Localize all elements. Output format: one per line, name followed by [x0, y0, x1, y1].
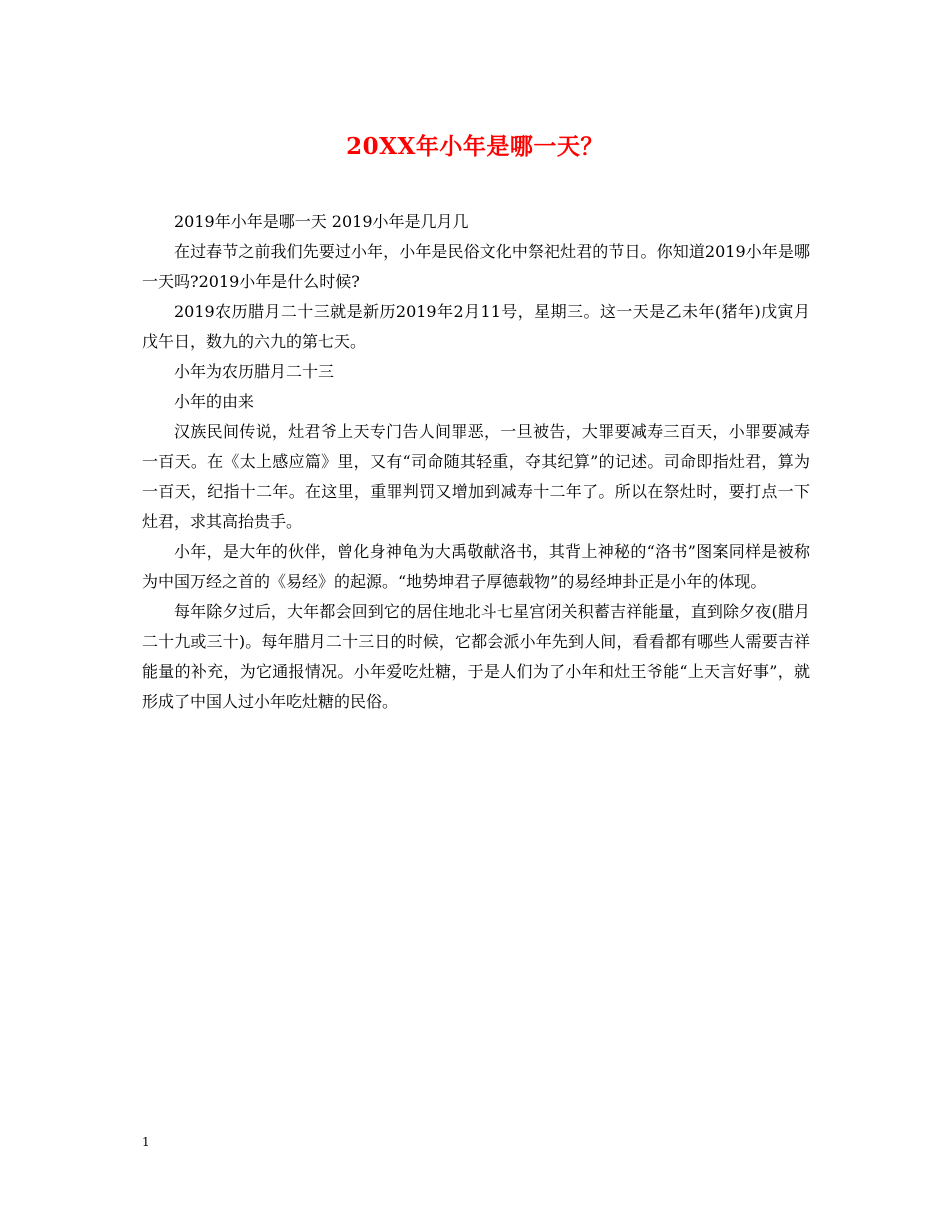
document-body: [142, 207, 810, 717]
paragraph: 2019农历腊月二十三就是新历2019年2月11号，星期三。这一天是乙未年(猪年)戊寅月戊午日，数九的六九的第七天。: [142, 302, 810, 351]
document-title: 20XX年小年是哪一天？: [346, 133, 604, 160]
paragraph: 2019年小年是哪一天 2019小年是几月几: [174, 212, 469, 231]
paragraph: 每年除夕过后，大年都会回到它的居住地北斗七星宫闭关积蓄吉祥能量，直到除夕夜(腊月二十九或三十)。每年腊月二十三日的时候，它都会派小年先到人间，看看都有哪些人需要吉祥能量的补充，为它通报情况。小年爱吃灶糖，于是人们为了小年和灶王爷能“上天言好事”，就形成了中国人过小年吃灶糖的民俗。: [142, 602, 810, 711]
paragraph: 在过春节之前我们先要过小年，小年是民俗文化中祭祀灶君的节日。你知道2019小年是哪一天吗?2019小年是什么时候?: [142, 242, 810, 291]
paragraph: 汉族民间传说，灶君爷上天专门告人间罪恶，一旦被告，大罪要减寿三百天，小罪要减寿一百天。在《太上感应篇》里，又有“司命随其轻重，夺其纪算”的记述。司命即指灶君，算为一百天，纪指十二年。在这里，重罪判罚又增加到减寿十二年了。所以在祭灶时，要打点一下灶君，求其高抬贵手。: [142, 422, 810, 531]
paragraph: 小年，是大年的伙伴，曾化身神龟为大禹敬献洛书，其背上神秘的“洛书”图案同样是被称为中国万经之首的《易经》的起源。“地势坤君子厚德载物”的易经坤卦正是小年的体现。: [142, 542, 810, 591]
paragraph: 小年为农历腊月二十三: [174, 362, 335, 381]
paragraph: 小年的由来: [174, 392, 255, 411]
page-number: 1: [142, 1135, 150, 1149]
